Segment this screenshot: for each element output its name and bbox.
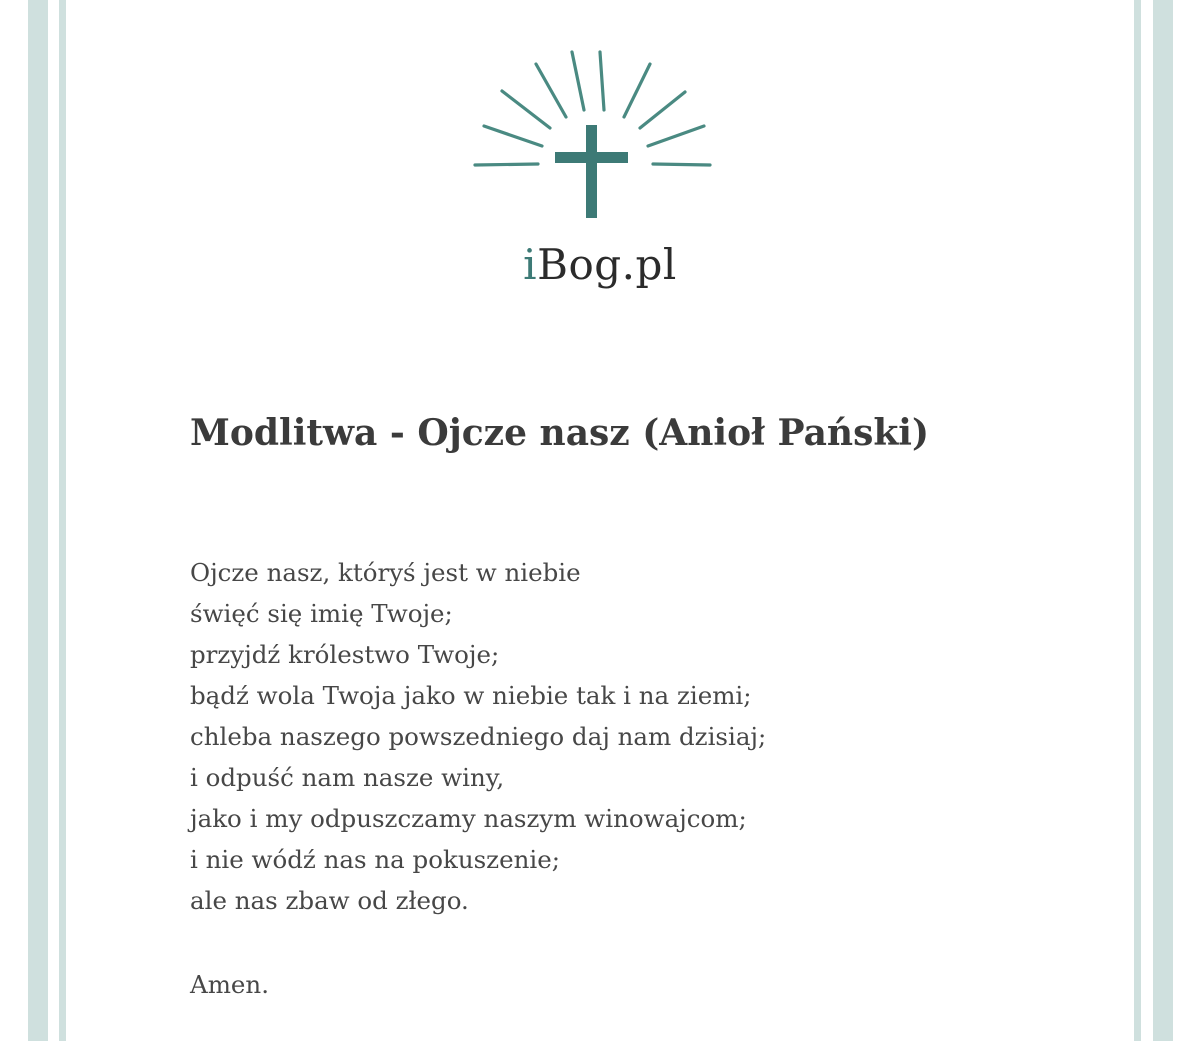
prayer-line: i nie wódź nas na pokuszenie; bbox=[190, 845, 560, 874]
prayer-line: Ojcze nasz, któryś jest w niebie bbox=[190, 558, 581, 587]
prayer-line: ale nas zbaw od złego. bbox=[190, 886, 469, 915]
prayer-line: jako i my odpuszczamy naszym winowajcom; bbox=[190, 804, 747, 833]
right-border-stripe-outer bbox=[1153, 0, 1173, 1041]
left-border-stripe-inner bbox=[59, 0, 66, 1041]
prayer-line: chleba naszego powszedniego daj nam dzisiaj; bbox=[190, 722, 767, 751]
brand-name: Bog.pl bbox=[537, 240, 677, 289]
prayer-line: święć się imię Twoje; bbox=[190, 599, 453, 628]
brand-initial: i bbox=[523, 240, 538, 289]
prayer-text bbox=[190, 552, 766, 921]
right-border-stripe-inner bbox=[1134, 0, 1141, 1041]
left-border-stripe-outer bbox=[28, 0, 48, 1041]
prayer-line: przyjdź królestwo Twoje; bbox=[190, 640, 500, 669]
cross-with-rays-icon bbox=[460, 40, 730, 240]
page-title: Modlitwa - Ojcze nasz (Anioł Pański) bbox=[190, 412, 930, 454]
prayer-line: bądź wola Twoja jako w niebie tak i na ziemi; bbox=[190, 681, 752, 710]
prayer-line: i odpuść nam nasze winy, bbox=[190, 763, 505, 792]
prayer-closing: Amen. bbox=[190, 970, 269, 999]
site-brand bbox=[0, 240, 1200, 289]
